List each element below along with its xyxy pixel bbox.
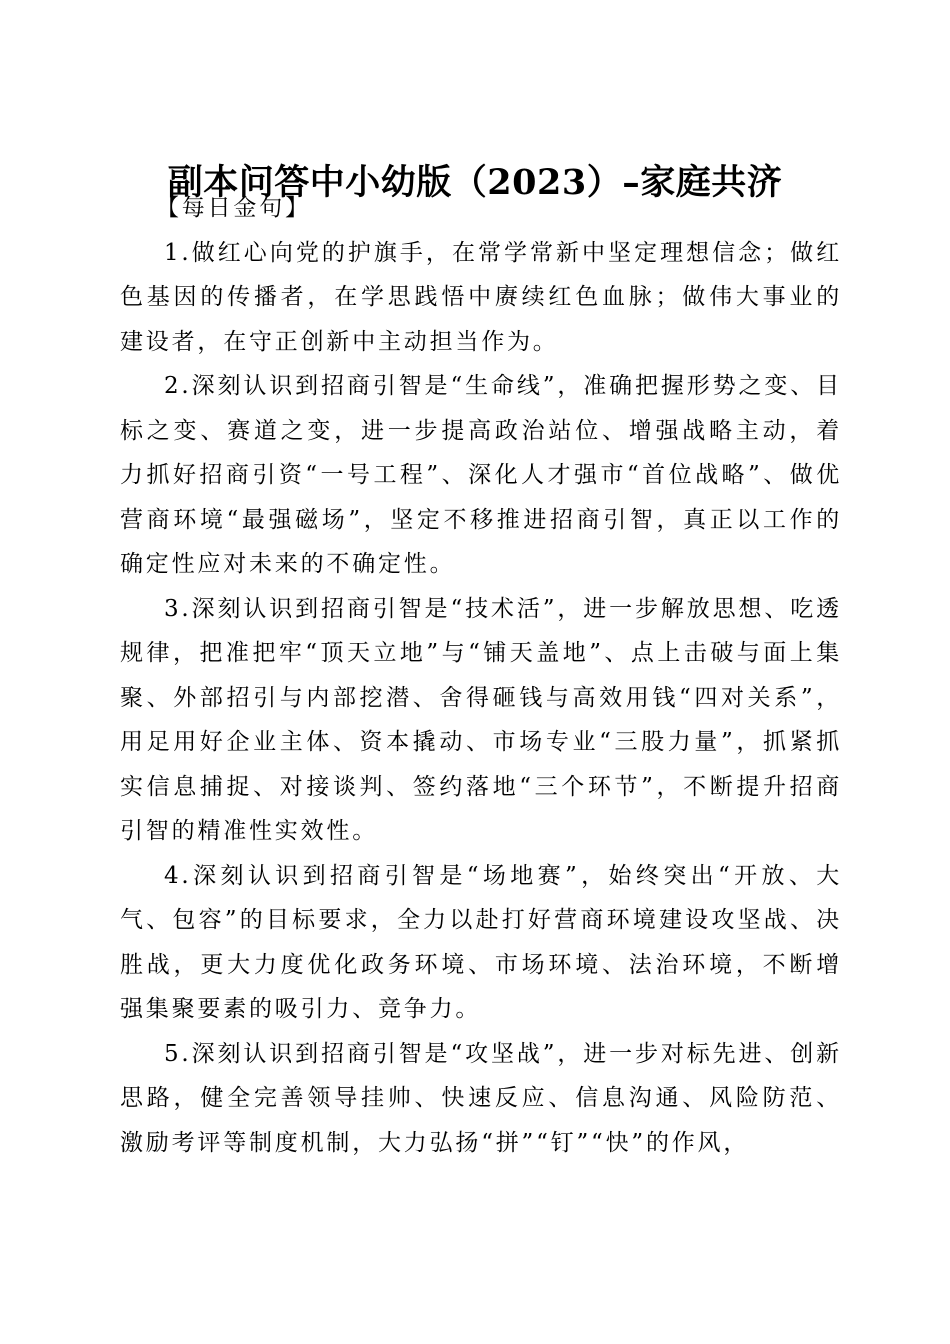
- paragraph-5: 5.深刻认识到招商引智是“攻坚战”，进一步对标先进、创新思路，健全完善领导挂帅、快速反应、信息沟通、风险防范、激励考评等制度机制，大力弘扬“拼”“钉”“快”的作风，: [120, 1040, 842, 1156]
- document-body: [120, 186, 842, 1165]
- paragraph-1: 1.做红心向党的护旗手，在常学常新中坚定理想信念；做红色基因的传播者，在学思践悟中赓续红色血脉；做伟大事业的建设者，在守正创新中主动担当作为。: [120, 239, 842, 355]
- document-title: 副本问答中小幼版（2023）–家庭共济: [167, 162, 783, 204]
- paragraph-3: 3.深刻认识到招商引智是“技术活”，进一步解放思想、吃透规律，把准把牢“顶天立地”与“铺天盖地”、点上击破与面上集聚、外部招引与内部挖潜、舍得砸钱与高效用钱“四对关系”，用足用好企业主体、资本撬动、市场专业“三股力量”，抓紧抓实信息捕捉、对接谈判、签约落地“三个环节”，不断提升招商引智的精准性实效性。: [120, 595, 842, 844]
- paragraph-2: 2.深刻认识到招商引智是“生命线”，准确把握形势之变、目标之变、赛道之变，进一步提高政治站位、增强战略主动，着力抓好招商引资“一号工程”、深化人才强市“首位战略”、做优营商环境“最强磁场”，坚定不移推进招商引智，真正以工作的确定性应对未来的不确定性。: [120, 373, 842, 577]
- section-heading: 【每日金句】: [156, 195, 311, 221]
- paragraph-4: 4.深刻认识到招商引智是“场地赛”，始终突出“开放、大气、包容”的目标要求，全力以赴打好营商环境建设攻坚战、决胜战，更大力度优化政务环境、市场环境、法治环境，不断增强集聚要素的吸引力、竞争力。: [120, 862, 842, 1022]
